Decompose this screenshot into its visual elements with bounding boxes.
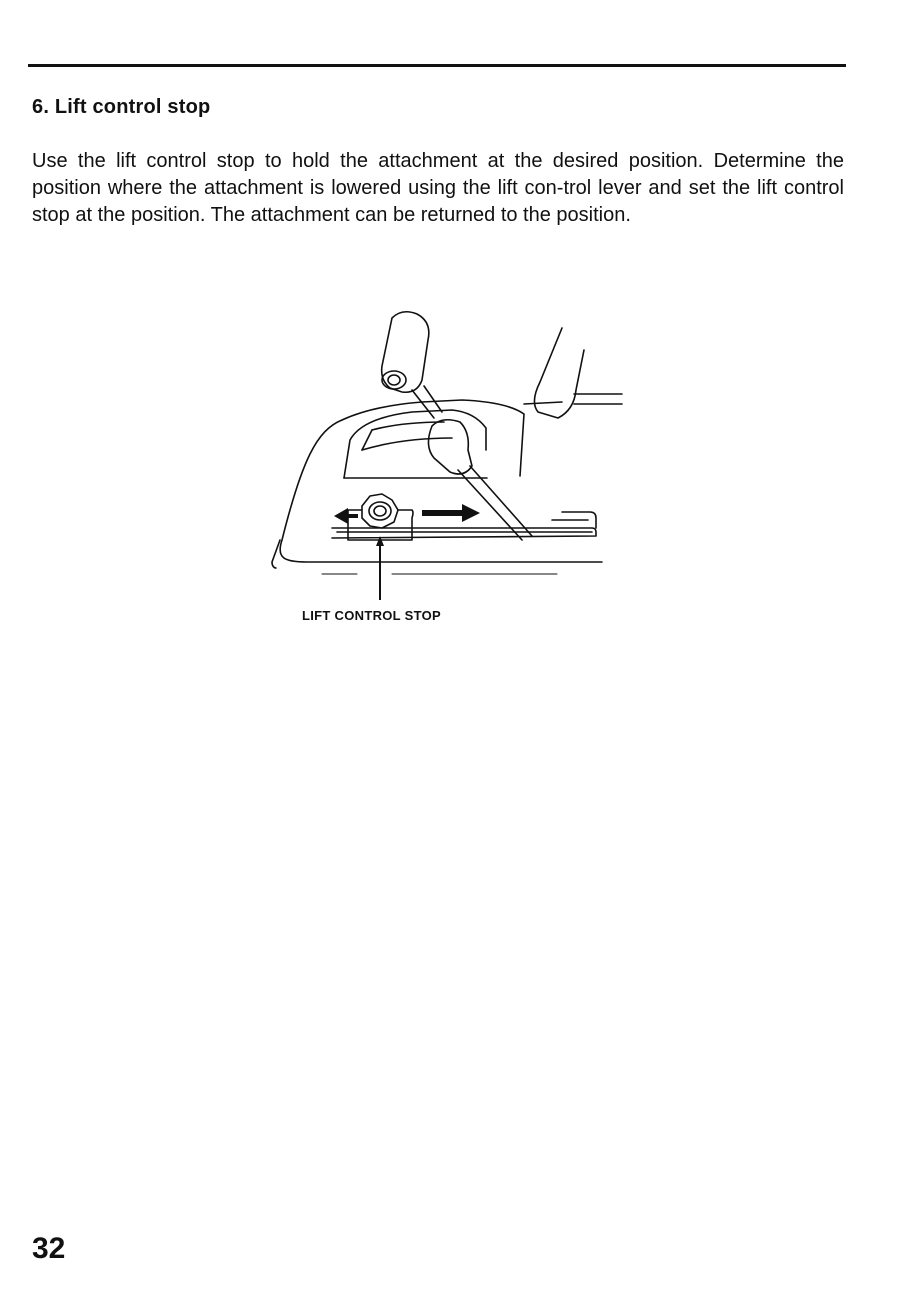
- arrow-right: [422, 504, 480, 522]
- slot-rail: [332, 528, 596, 538]
- lower-handle: [428, 420, 472, 474]
- lift-control-figure: [262, 300, 632, 640]
- console-base: [280, 420, 602, 562]
- section-heading: 6. Lift control stop: [32, 96, 211, 118]
- top-rule: [28, 64, 846, 67]
- body-paragraph: Use the lift control stop to hold the attachment at the desired position. Determine the position where the attachment is lowered using the lift con-trol lever and set the lift control stop at the position. The attachment can be returned to the position.: [32, 150, 844, 226]
- lift-control-illustration: [262, 300, 632, 600]
- stop-knob: [362, 494, 398, 528]
- page-number: 32: [32, 1232, 66, 1265]
- lift-control-stop-label: LIFT CONTROL STOP: [302, 608, 441, 623]
